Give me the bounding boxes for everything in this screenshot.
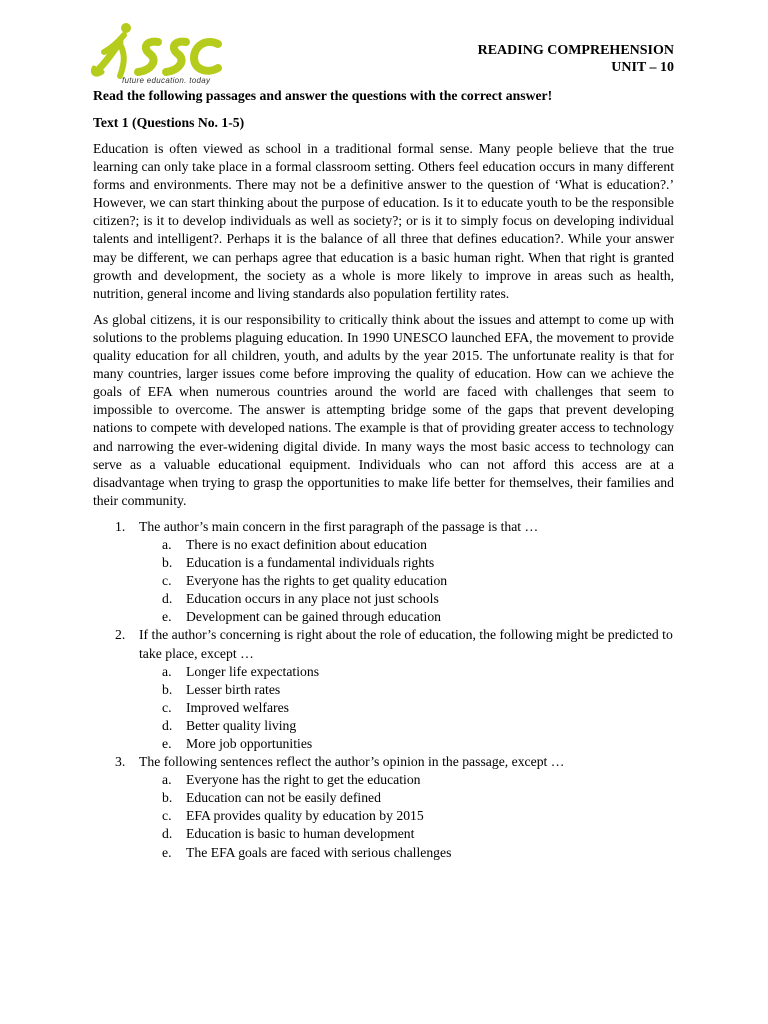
option-letter: d. bbox=[162, 591, 173, 607]
option-item bbox=[139, 572, 674, 590]
option-letter: c. bbox=[162, 808, 172, 824]
option-text: Education is a fundamental individuals rights bbox=[186, 555, 435, 571]
option-item bbox=[139, 554, 674, 572]
option-item bbox=[139, 807, 674, 825]
question-number: 2. bbox=[115, 627, 126, 643]
option-letter: e. bbox=[162, 844, 172, 860]
option-item bbox=[139, 699, 674, 717]
option-list bbox=[139, 536, 674, 626]
option-letter: e. bbox=[162, 736, 172, 751]
option-letter: b. bbox=[162, 555, 173, 571]
passage-paragraph-1: Education is often viewed as school in a traditional formal sense. Many people believe that the true learning can only take place in a formal classroom setting. Others feel education occurs in many different forms and environments. There may not be a definitive answer to the question of ‘What is education?.’ However, we can start thinking about the purpose of education. Is it to educate youth to be the responsible citizen?; is it to develop individuals as well as society?; or is it to simply focus on developing individual talents and intelligent?. Perhaps it is the balance of all three that defines education?. While your answer may be different, we can perhaps agree that education is a basic human right. When that right is granted growth and development, the society as a whole is more likely to improve in areas such as health, nutrition, general income and living standards also population fertility rates. bbox=[93, 141, 675, 301]
option-text: Longer life expectations bbox=[186, 663, 320, 679]
option-text: The EFA goals are faced with serious challenges bbox=[186, 844, 452, 860]
question-number: 3. bbox=[115, 754, 126, 770]
text-title: Text 1 (Questions No. 1-5) bbox=[93, 115, 245, 130]
question-3 bbox=[93, 753, 674, 862]
question-text: The following sentences reflect the author’s opinion in the passage, except … bbox=[139, 754, 565, 770]
option-list bbox=[139, 663, 674, 753]
header-unit: UNIT – 10 bbox=[611, 60, 674, 75]
option-letter: d. bbox=[162, 717, 173, 733]
option-letter: a. bbox=[162, 536, 172, 552]
option-text: Everyone has the right to get the education bbox=[186, 772, 421, 788]
option-text: Better quality living bbox=[186, 717, 297, 733]
option-letter: d. bbox=[162, 826, 173, 842]
option-item bbox=[139, 536, 674, 554]
document-body bbox=[93, 87, 674, 862]
question-text: The author’s main concern in the first paragraph of the passage is that … bbox=[139, 518, 539, 534]
option-letter: e. bbox=[162, 609, 172, 625]
option-text: Education can not be easily defined bbox=[186, 790, 381, 806]
question-1 bbox=[93, 518, 674, 627]
option-text: Education is basic to human development bbox=[186, 826, 415, 842]
option-letter: a. bbox=[162, 772, 172, 788]
question-2 bbox=[93, 626, 674, 753]
document-header bbox=[478, 42, 674, 76]
option-item bbox=[139, 844, 674, 862]
option-item bbox=[139, 590, 674, 608]
option-item bbox=[139, 717, 674, 735]
instruction: Read the following passages and answer the questions with the correct answer! bbox=[93, 88, 553, 103]
option-text: Education occurs in any place not just schools bbox=[186, 591, 439, 607]
option-letter: b. bbox=[162, 681, 173, 697]
option-item bbox=[139, 825, 674, 843]
header-title: READING COMPREHENSION bbox=[477, 43, 674, 58]
option-text: Everyone has the rights to get quality education bbox=[186, 573, 448, 589]
option-item bbox=[139, 789, 674, 807]
option-text: There is no exact definition about education bbox=[186, 536, 427, 552]
option-letter: a. bbox=[162, 663, 172, 679]
option-item bbox=[139, 681, 674, 699]
option-item bbox=[139, 663, 674, 681]
option-text: More job opportunities bbox=[186, 736, 313, 751]
option-letter: c. bbox=[162, 699, 172, 715]
question-text: If the author’s concerning is right about the role of education, the following might be predicted to take place, except … bbox=[139, 627, 673, 661]
question-number: 1. bbox=[115, 518, 126, 534]
option-letter: c. bbox=[162, 573, 172, 589]
logo-tagline: future education. today bbox=[122, 76, 211, 85]
option-item bbox=[139, 735, 674, 753]
question-list bbox=[93, 518, 674, 862]
option-text: Development can be gained through education bbox=[186, 609, 442, 625]
option-item bbox=[139, 608, 674, 626]
option-text: Lesser birth rates bbox=[186, 681, 281, 697]
option-letter: b. bbox=[162, 790, 173, 806]
option-item bbox=[139, 771, 674, 789]
option-list bbox=[139, 771, 674, 861]
option-text: Improved welfares bbox=[186, 699, 289, 715]
passage-paragraph-2: As global citizens, it is our responsibility to critically think about the issues and attempt to come up with solutions to the problems plaguing education. In 1990 UNESCO launched EFA, the movement to provide quality education for all children, youth, and adults by the year 2015. The unfortunate reality is that for many countries, larger issues come before improving the quality of education. How can we achieve the goals of EFA when numerous countries around the world are faced with challenges that seem to impossible to overcome. The answer is attempting bridge some of the gaps that prevent developing nations to compete with developed nations. The example is that of providing greater access to technology and narrowing the ever-widening digital divide. In many ways the most basic access to technology can serve as a valuable educational equipment. Individuals who can not afford this access are at a disadvantage when trying to grasp the opportunities to make life better for themselves, their families and their community. bbox=[93, 311, 674, 508]
option-text: EFA provides quality by education by 2015 bbox=[186, 808, 424, 824]
